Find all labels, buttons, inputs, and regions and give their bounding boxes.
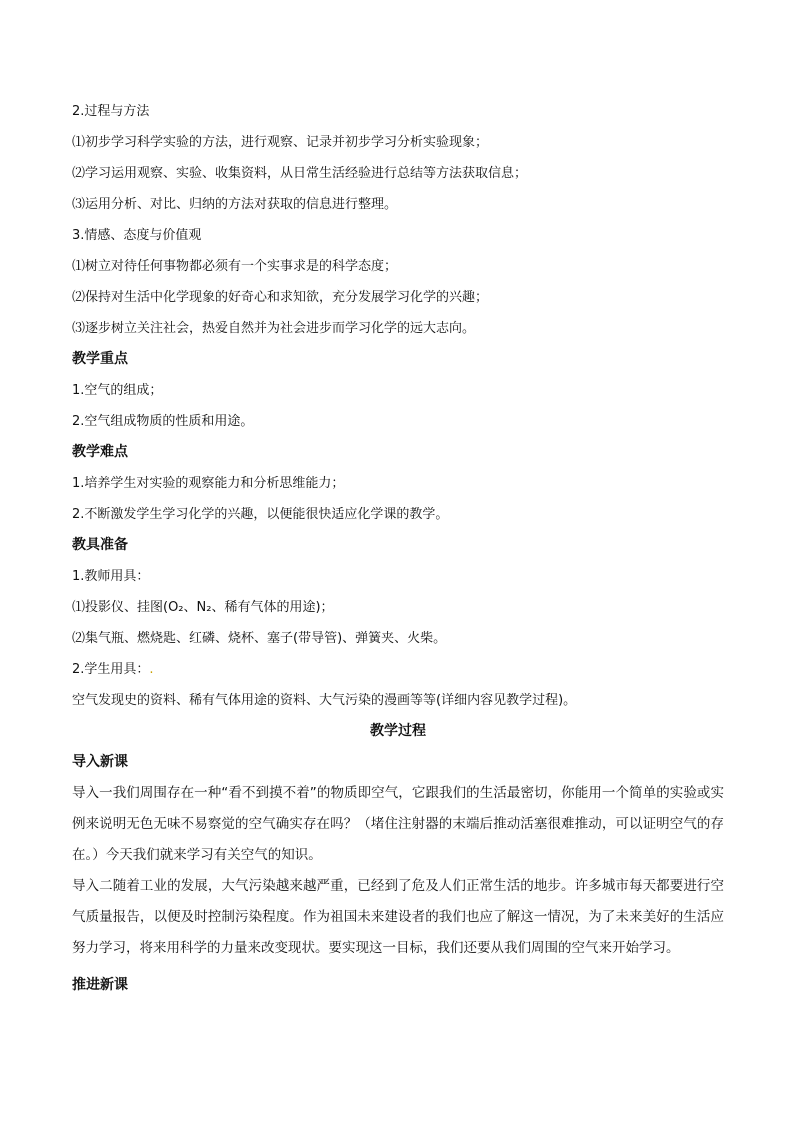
student-tools-text: 空气发现史的资料、稀有气体用途的资料、大气污染的漫画等等(详细内容见教学过程)。 xyxy=(72,693,577,708)
document-page xyxy=(72,96,724,1001)
teacher-tool-item: ⑴投影仪、挂图(O₂、N₂、稀有气体的用途)； xyxy=(72,600,334,615)
process-methods-item: ⑵学习运用观察、实验、收集资料，从日常生活经验进行总结等方法获取信息； xyxy=(72,166,528,181)
key-points-heading: 教学重点 xyxy=(72,351,128,367)
process-methods-item: ⑶运用分析、对比、归纳的方法对获取的信息进行整理。 xyxy=(72,197,398,212)
teacher-tool-item: ⑵集气瓶、燃烧匙、红磷、烧杯、塞子(带导管)、弹簧夹、火柴。 xyxy=(72,631,447,646)
student-tools-dot: . xyxy=(149,662,154,677)
key-point-item: 2.空气组成物质的性质和用途。 xyxy=(72,414,254,429)
section-title-process-methods: 2.过程与方法 xyxy=(72,104,150,119)
difficulties-heading: 教学难点 xyxy=(72,444,128,460)
key-point-item: 1.空气的组成； xyxy=(72,383,163,398)
intro-paragraph-one: 导入一我们周围存在一种“看不到摸不着”的物质即空气，它跟我们的生活最密切，你能用一个简单的实验或实例来说明无色无味不易察觉的空气确实存在吗？（堵住注射器的末端后推动活塞很难推动，可以证明空气的存在。）今天我们就来学习有关空气的知识。 xyxy=(72,785,724,863)
advance-heading: 推进新课 xyxy=(72,977,128,993)
process-methods-item: ⑴初步学习科学实验的方法，进行观察、记录并初步学习分析实验现象； xyxy=(72,135,489,150)
attitudes-values-item: ⑶逐步树立关注社会，热爱自然并为社会进步而学习化学的远大志向。 xyxy=(72,321,476,336)
attitudes-values-item: ⑵保持对生活中化学现象的好奇心和求知欲，充分发展学习化学的兴趣； xyxy=(72,290,489,305)
intro-paragraph-two: 导入二随着工业的发展，大气污染越来越严重，已经到了危及人们正常生活的地步。许多城市每天都要进行空气质量报告，以便及时控制污染程度。作为祖国未来建设者的我们也应了解这一情况，为了未来美好的生活应努力学习，将来用科学的力量来改变现状。要实现这一目标，我们还要从我们周围的空气来开始学习。 xyxy=(72,878,724,956)
tools-heading: 教具准备 xyxy=(72,537,128,553)
attitudes-values-item: ⑴树立对待任何事物都必须有一个实事求是的科学态度； xyxy=(72,259,398,274)
student-tools-label: 2.学生用具： xyxy=(72,662,150,677)
difficulty-item: 1.培养学生对实验的观察能力和分析思维能力； xyxy=(72,476,345,491)
section-title-attitudes-values: 3.情感、态度与价值观 xyxy=(72,228,202,243)
teaching-process-heading: 教学过程 xyxy=(370,723,426,739)
teacher-tools-title: 1.教师用具： xyxy=(72,569,150,584)
difficulty-item: 2.不断激发学生学习化学的兴趣，以便能很快适应化学课的教学。 xyxy=(72,507,449,522)
student-tools-title xyxy=(72,654,724,685)
intro-heading: 导入新课 xyxy=(72,754,128,770)
